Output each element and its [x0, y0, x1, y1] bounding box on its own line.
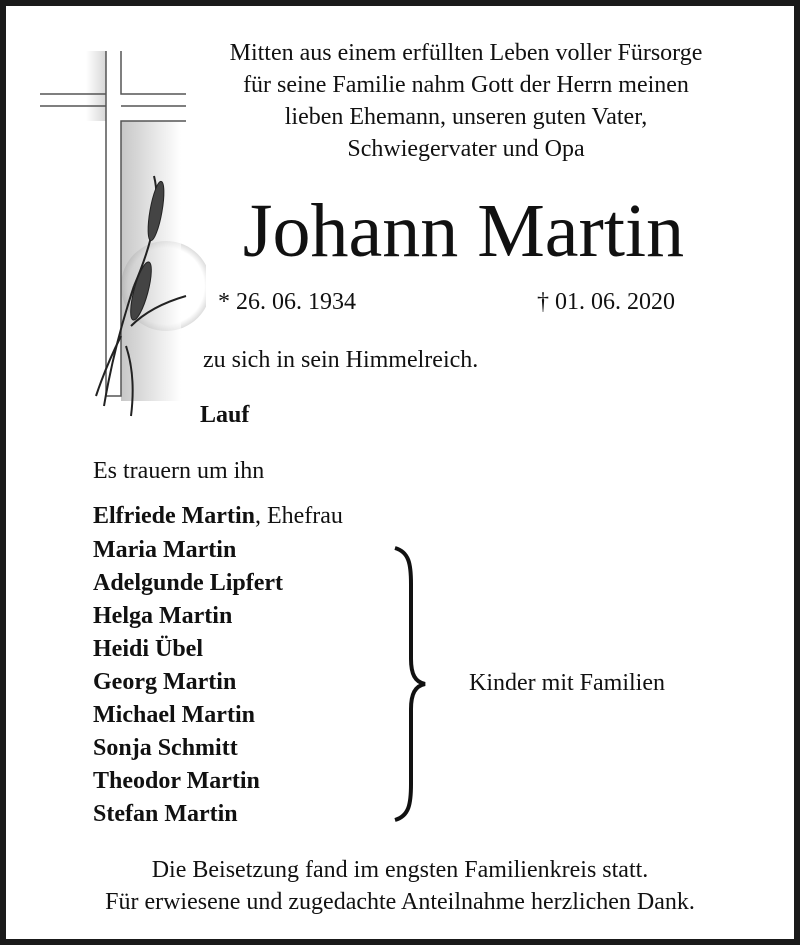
intro-line: Mitten aus einem erfüllten Leben voller Fürsorge: [229, 40, 703, 66]
birth-date: * 26. 06. 1934: [218, 289, 356, 315]
intro-line: lieben Ehemann, unseren guten Vater,: [284, 104, 648, 130]
closing-line: Die Beisetzung fand im engsten Familienkreis statt.: [151, 857, 649, 883]
place: Lauf: [200, 402, 250, 428]
child-name: Sonja Schmitt: [93, 735, 238, 761]
child-name: Heidi Übel: [93, 636, 204, 662]
spouse: [93, 500, 343, 532]
death-date: † 01. 06. 2020: [537, 289, 675, 315]
mourning-intro: Es trauern um ihn: [93, 458, 265, 484]
child-name: Stefan Martin: [93, 801, 238, 827]
spouse-role: , Ehefrau: [254, 503, 343, 529]
after-text: zu sich in sein Himmelreich.: [203, 347, 479, 373]
child-name: Theodor Martin: [93, 768, 260, 794]
intro-text: [166, 37, 766, 165]
closing-line: Für erwiesene und zugedachte Anteilnahme herzlichen Dank.: [105, 889, 695, 915]
child-name: Maria Martin: [93, 537, 237, 563]
deceased-name: Johann Martin: [242, 189, 685, 273]
children-label: Kinder mit Familien: [469, 670, 665, 696]
child-name: Georg Martin: [93, 669, 237, 695]
child-name: Helga Martin: [93, 603, 233, 629]
child-name: Michael Martin: [93, 702, 255, 728]
intro-line: für seine Familie nahm Gott der Herrn meinen: [243, 72, 689, 98]
curly-brace-icon: [391, 544, 431, 824]
spouse-name: Elfriede Martin: [93, 503, 255, 529]
intro-line: Schwiegervater und Opa: [347, 136, 585, 162]
child-name: Adelgunde Lipfert: [93, 570, 284, 596]
